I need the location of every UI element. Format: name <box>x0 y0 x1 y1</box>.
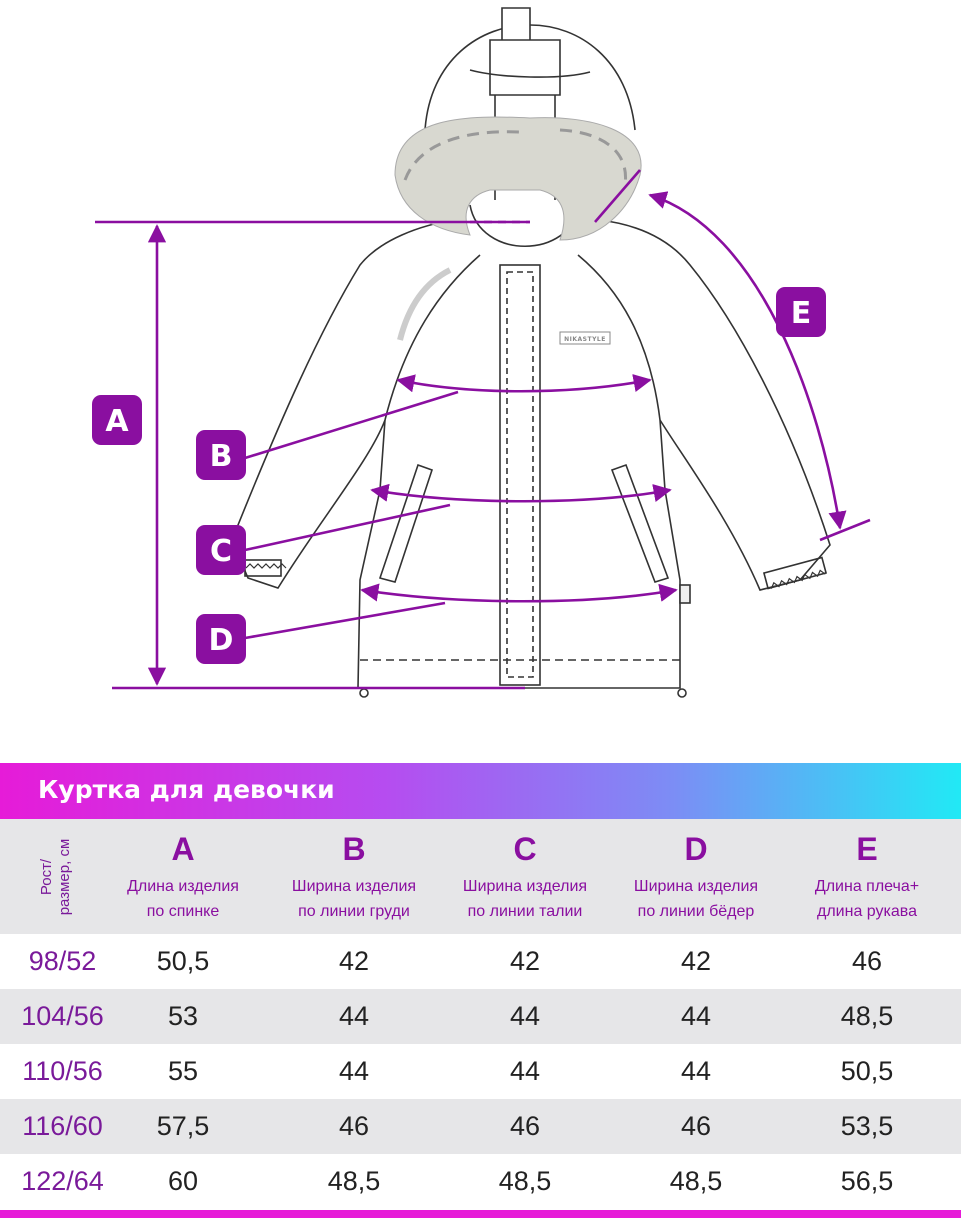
label-e <box>776 287 826 337</box>
size-column-header: Рост/ размер, см <box>38 838 73 916</box>
column-header-d: D Ширина изделия по линии бёдер <box>633 831 759 920</box>
svg-text:C: C <box>209 534 233 569</box>
bottom-accent-line <box>0 1210 961 1218</box>
label-b <box>196 430 246 480</box>
table-row: 110/56 55 44 44 44 50,5 <box>22 1056 894 1086</box>
column-header-c: C Ширина изделия по линии талии <box>462 831 588 920</box>
label-c <box>196 525 246 575</box>
column-header-e: E Длина плеча+ длина рукава <box>814 831 920 920</box>
label-a <box>92 395 142 445</box>
table-header-row <box>0 819 961 934</box>
svg-text:A: A <box>105 404 129 439</box>
table-row: 116/60 57,5 46 46 46 53,5 <box>0 1099 961 1154</box>
table-row: 104/56 53 44 44 44 48,5 <box>0 989 961 1044</box>
table-row: 98/52 50,5 42 42 42 46 <box>28 946 883 976</box>
column-header-a: A Длина изделия по спинке <box>127 831 239 920</box>
table-row: 122/64 60 48,5 48,5 48,5 56,5 <box>21 1166 894 1196</box>
column-header-b: B Ширина изделия по линии груди <box>291 831 417 920</box>
svg-text:D: D <box>208 623 234 658</box>
brand-logo <box>560 332 610 344</box>
jacket-illustration <box>232 8 830 697</box>
svg-text:NIKASTYLE: NIKASTYLE <box>564 336 606 343</box>
table-title: Куртка для девочки <box>38 775 335 804</box>
table-title-band <box>0 763 961 819</box>
svg-text:E: E <box>790 296 812 331</box>
label-d <box>196 614 246 664</box>
svg-text:B: B <box>209 439 233 474</box>
